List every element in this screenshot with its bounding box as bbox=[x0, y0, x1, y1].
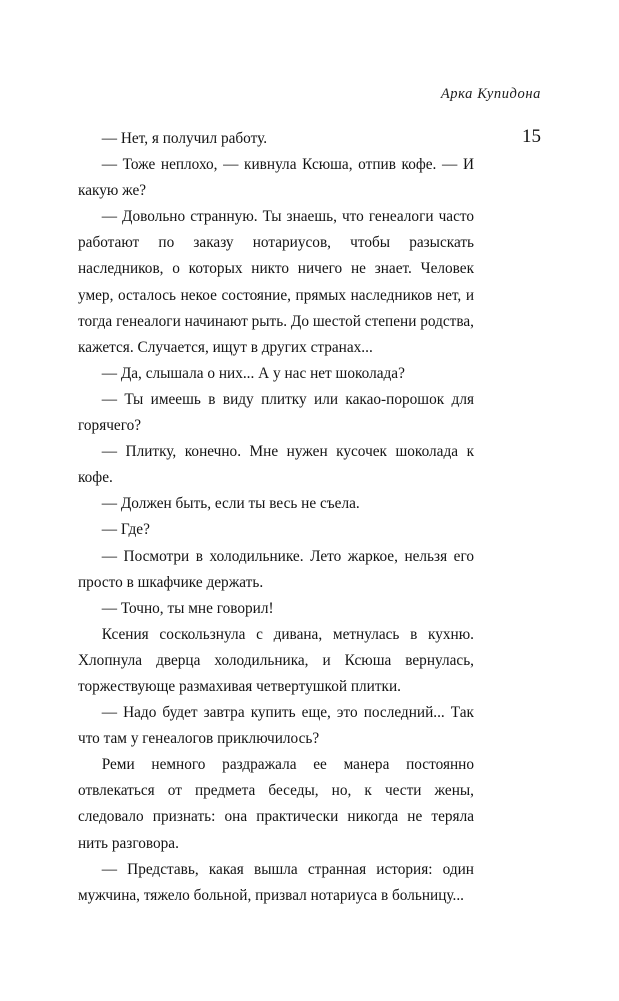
paragraph: — Точно, ты мне говорил! bbox=[101, 599, 274, 617]
page-body bbox=[78, 126, 474, 909]
paragraph: — Да, слышала о них... А у нас нет шоколада? bbox=[101, 364, 405, 382]
paragraph: — Представь, какая вышла странная история: один мужчина, тяжело больной, призвал нотариуса в больницу... bbox=[78, 860, 474, 904]
paragraph: — Посмотри в холодильнике. Лето жаркое, нельзя его просто в шкафчике держать. bbox=[78, 547, 474, 591]
running-head: Арка Купидона bbox=[440, 86, 541, 102]
paragraph: — Тоже неплохо, — кивнула Ксюша, отпив кофе. — И какую же? bbox=[78, 156, 474, 200]
paragraph: — Ты имеешь в виду плитку или какао-порошок для горячего? bbox=[78, 390, 474, 435]
page-number: 15 bbox=[522, 126, 541, 147]
paragraph: — Где? bbox=[101, 521, 150, 539]
paragraph: — Довольно странную. Ты знаешь, что генеалоги часто работают по заказу нотариусов, чтобы разыскать наследников, о которых никто ничего не знает. Человек умер, осталось некое состояние, прямых наследников нет, и тогда генеалоги начинают рыть. До шестой степени родства, кажется. Случается, ищут в других странах... bbox=[78, 208, 474, 356]
paragraph: — Плитку, конечно. Мне нужен кусочек шоколада к кофе. bbox=[78, 443, 474, 487]
paragraph: — Надо будет завтра купить еще, это последний... Так что там у генеалогов приключилось? bbox=[78, 704, 474, 748]
paragraph: Ксения соскользнула с дивана, метнулась в кухню. Хлопнула дверца холодильника, и Ксюша вернулась, торжествующе размахивая четвертушкой плитки. bbox=[78, 625, 474, 695]
paragraph: — Должен быть, если ты весь не съела. bbox=[101, 495, 360, 513]
paragraph: — Нет, я получил работу. bbox=[101, 130, 268, 147]
paragraph: Реми немного раздражала ее манера постоянно отвлекаться от предмета беседы, но, к чести жены, следовало признать: она практически никогда не теряла нить разговора. bbox=[78, 756, 474, 852]
